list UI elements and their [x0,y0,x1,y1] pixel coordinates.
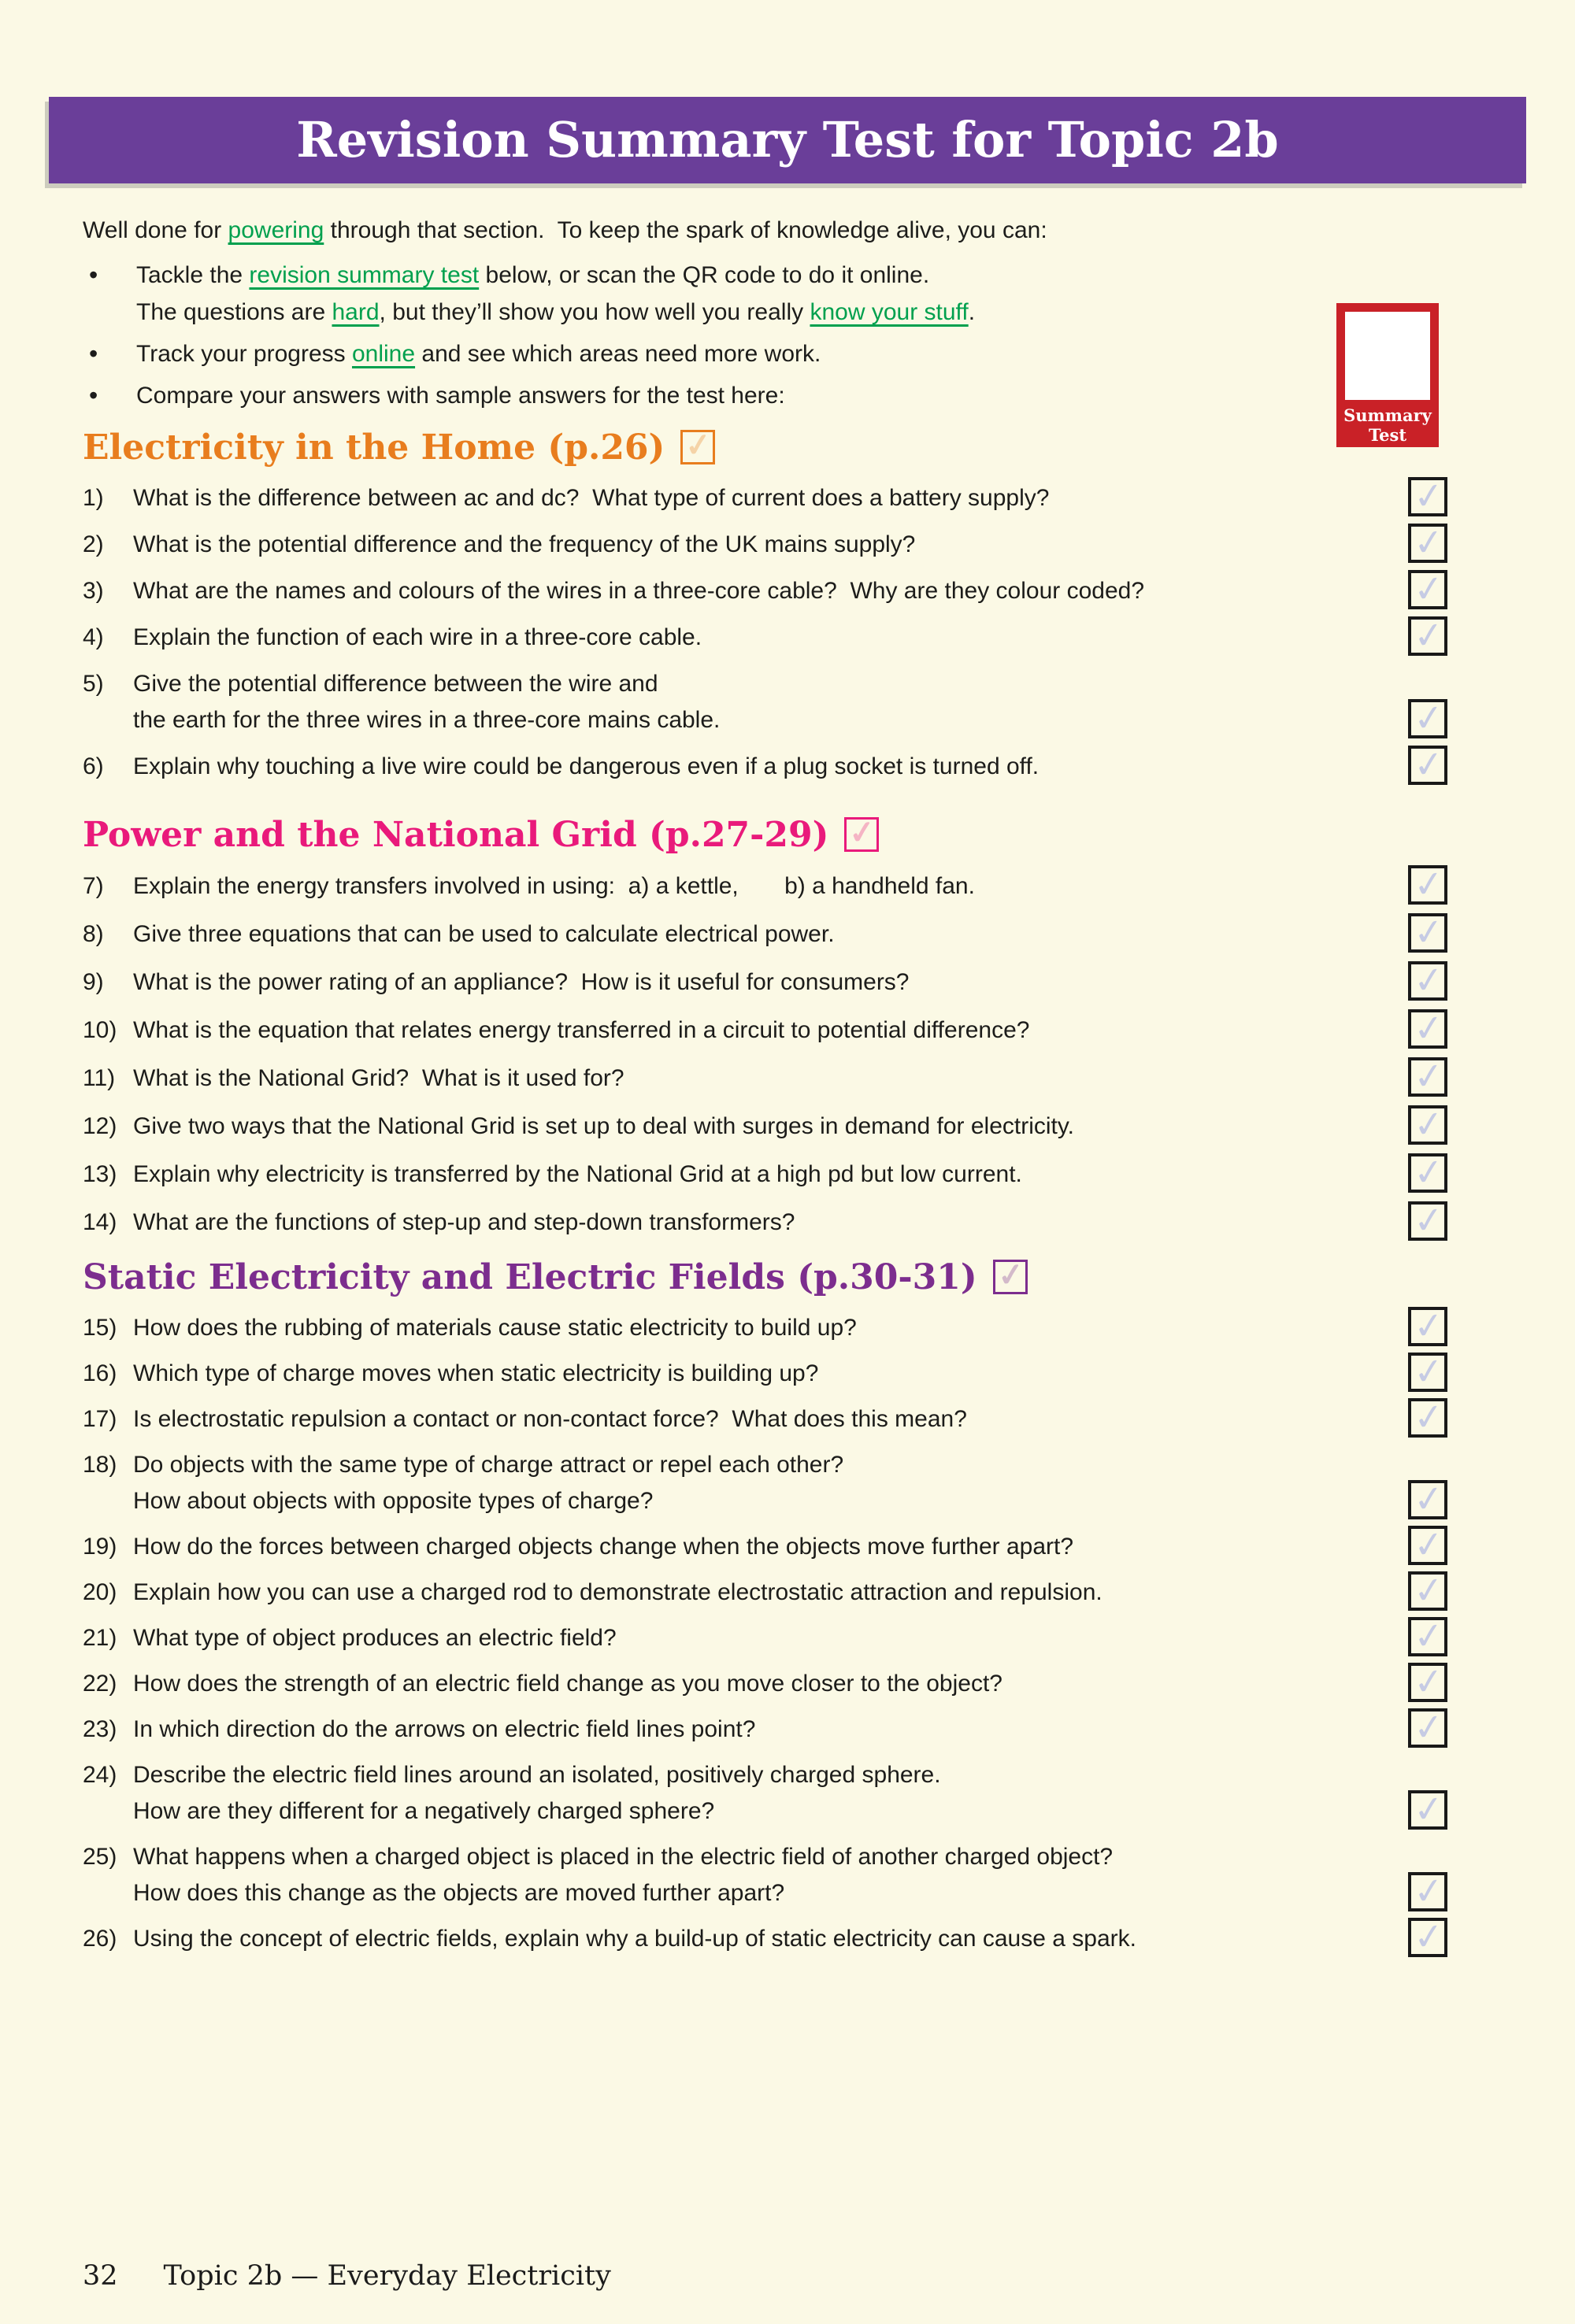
question-row [83,1199,1447,1247]
question-text [133,1108,1393,1145]
text-run: below, or scan the QR code to do it online. [479,262,930,288]
question-row [83,1615,1447,1661]
question-text [133,1757,1393,1830]
checkmark-icon: ✓ [847,812,878,853]
answer-checkbox[interactable] [1408,1786,1447,1831]
text-run: through that section. To keep the spark of knowledge alive, you can: [324,217,1047,243]
question-text [133,1529,1393,1565]
question-text [133,480,1393,516]
answer-checkbox[interactable] [1408,1868,1447,1913]
question-row [83,612,1447,661]
question-line: In which direction do the arrows on electric field lines point? [133,1716,756,1742]
question-text [133,1205,1393,1241]
question-line: Give two ways that the National Grid is set up to deal with surges in demand for electricity. [133,1113,1074,1139]
question-line: What happens when a charged object is placed in the electric field of another charged object? [133,1844,1114,1870]
page-title: Revision Summary Test for Topic 2b [296,111,1279,168]
section-checkbox[interactable] [993,1255,1028,1295]
checkmark-icon: ✓ [683,425,714,465]
inline-link[interactable]: revision summary test [249,262,480,288]
checkmark-icon: ✓ [1411,1053,1447,1098]
question-line: How does the strength of an electric field change as you move closer to the object? [133,1671,1002,1697]
summary-test-qr-badge[interactable] [1336,303,1439,447]
checkmark-icon: ✓ [1411,566,1447,611]
intro-bullet-list [83,257,1311,414]
answer-checkbox[interactable] [1408,473,1447,518]
answer-checkbox[interactable] [1408,1149,1447,1194]
answer-checkbox[interactable] [1408,957,1447,1002]
question-row [83,661,1447,744]
question-line: How does the rubbing of materials cause static electricity to build up? [133,1315,857,1341]
question-line: What is the National Grid? What is it used for? [133,1065,624,1091]
question-row [83,1567,1447,1615]
answer-checkbox[interactable] [1408,1303,1447,1348]
intro-block [83,212,1311,414]
question-line: Is electrostatic repulsion a contact or non-contact force? What does this mean? [133,1406,967,1432]
question-row [83,959,1447,1007]
question-line: Using the concept of electric fields, explain why a build-up of static electricity can cause a spark. [133,1926,1136,1952]
question-line: Give the potential difference between the wire and [133,671,658,697]
question-text [133,1921,1393,1957]
question-text [133,1447,1393,1519]
question-section [83,427,1447,790]
question-line: What are the names and colours of the wires in a three-core cable? Why are they colour coded? [133,578,1145,604]
checkmark-icon: ✓ [1411,612,1447,657]
question-row [83,1103,1447,1151]
checkmark-icon: ✓ [1411,1149,1447,1194]
footer-page-number: 32 [83,2260,118,2292]
inline-link[interactable]: online [351,341,416,367]
question-line: What is the potential difference and the frequency of the UK mains supply? [133,531,916,557]
question-number: 25) [83,1844,117,1870]
answer-checkbox[interactable] [1408,1476,1447,1521]
question-row [83,1661,1447,1707]
checkmark-icon: ✓ [1411,1704,1447,1749]
question-number: 18) [83,1452,117,1478]
question-row [83,1007,1447,1055]
question-line: Explain why electricity is transferred by the National Grid at a high pd but low current. [133,1161,1022,1187]
checkmark-icon: ✓ [1411,957,1447,1002]
question-number: 5) [83,671,104,697]
question-line: How does this change as the objects are moved further apart? [133,1880,785,1906]
checkmark-icon: ✓ [1411,1005,1447,1050]
question-number: 14) [83,1209,117,1235]
question-number: 17) [83,1406,117,1432]
question-text [133,1712,1393,1748]
question-number: 3) [83,578,104,604]
question-row [83,744,1447,790]
section-heading [83,814,1447,855]
question-number: 1) [83,485,104,511]
answer-checkbox[interactable] [1408,1613,1447,1658]
answer-checkbox[interactable] [1408,695,1447,740]
checkmark-icon: ✓ [1411,695,1447,740]
checkmark-icon: ✓ [1411,1394,1447,1439]
question-text [133,573,1393,609]
intro-lead [83,212,1311,249]
text-run: Well done for [83,217,228,243]
footer-topic-label: Topic 2b — Everyday Electricity [163,2260,611,2292]
question-row [83,1834,1447,1916]
question-text [133,1156,1393,1193]
intro-bullet [83,377,1311,414]
checkmark-icon: ✓ [1411,520,1447,564]
qr-code-area [1345,312,1430,400]
intro-bullet [83,335,1311,372]
question-text [133,1666,1393,1702]
question-line: What is the equation that relates energy transferred in a circuit to potential difference? [133,1017,1030,1043]
text-run: The questions are [136,299,332,325]
question-number: 11) [83,1065,116,1091]
checkmark-icon: ✓ [1411,1567,1447,1612]
question-number: 7) [83,873,104,899]
checkmark-icon: ✓ [1411,1101,1447,1146]
answer-checkbox[interactable] [1408,1522,1447,1567]
question-number: 9) [83,969,104,995]
question-row [83,863,1447,911]
question-line: Describe the electric field lines around an isolated, positively charged sphere. [133,1762,941,1788]
answer-checkbox[interactable] [1408,1349,1447,1393]
question-row [83,1752,1447,1834]
qr-label-line1: Summary [1343,405,1432,425]
inline-link[interactable]: powering [228,217,324,243]
answer-checkbox[interactable] [1408,742,1447,786]
question-line: the earth for the three wires in a three-core mains cable. [133,707,721,733]
checkmark-icon: ✓ [1411,1914,1447,1959]
question-line: How do the forces between charged objects change when the objects move further apart? [133,1534,1074,1560]
checkmark-icon: ✓ [1411,1349,1447,1393]
checkmark-icon: ✓ [1411,1613,1447,1658]
question-line: How about objects with opposite types of charge? [133,1488,654,1514]
intro-line [136,257,1311,294]
question-line: How are they different for a negatively charged sphere? [133,1798,715,1824]
question-section [83,1256,1447,1962]
checkmark-icon: ✓ [1411,1786,1447,1831]
section-title: Static Electricity and Electric Fields (p.30-31) [83,1256,977,1297]
intro-bullet [83,257,1311,331]
question-number: 22) [83,1671,117,1697]
checkmark-icon: ✓ [1411,1197,1447,1242]
sections-container [83,427,1447,1962]
question-row [83,1055,1447,1103]
answer-checkbox[interactable] [1408,1567,1447,1612]
question-row [83,1704,1447,1752]
question-line: Which type of charge moves when static electricity is building up? [133,1360,819,1386]
question-number: 2) [83,531,104,557]
checkmark-icon: ✓ [1411,1303,1447,1348]
question-row [83,1151,1447,1199]
inline-link[interactable]: know your stuff [810,299,969,325]
bullet-body [136,257,1311,331]
question-line: Explain the energy transfers involved in using: a) a kettle, b) a handheld fan. [133,873,975,899]
question-number: 20) [83,1579,117,1605]
intro-line [136,294,1311,331]
bullet-icon: • [89,381,98,409]
answer-checkbox[interactable] [1408,1914,1447,1959]
answer-checkbox[interactable] [1408,1704,1447,1749]
answer-checkbox[interactable] [1408,566,1447,611]
question-number: 16) [83,1360,117,1386]
question-text [133,527,1393,563]
text-run: Compare your answers with sample answers for the test here: [136,383,785,409]
question-row [83,1524,1447,1570]
question-text [133,1620,1393,1656]
answer-checkbox[interactable] [1408,1394,1447,1439]
question-line: Explain how you can use a charged rod to demonstrate electrostatic attraction and repulsion. [133,1579,1102,1605]
question-row [83,522,1447,568]
section-title: Power and the National Grid (p.27-29) [83,814,829,855]
answer-checkbox[interactable] [1408,861,1447,906]
qr-label-line2: Test [1368,425,1407,445]
checkmark-icon: ✓ [1411,1868,1447,1913]
checkmark-icon: ✓ [1411,742,1447,786]
question-text [133,1310,1393,1346]
bullet-icon: • [89,261,98,289]
question-number: 23) [83,1716,117,1742]
question-number: 19) [83,1534,117,1560]
question-number: 13) [83,1161,117,1187]
question-line: Explain why touching a live wire could be dangerous even if a plug socket is turned off. [133,753,1040,779]
checkmark-icon: ✓ [995,1255,1026,1295]
question-line: Explain the function of each wire in a three-core cable. [133,624,702,650]
question-line: Do objects with the same type of charge attract or repel each other? [133,1452,844,1478]
text-run: , but they’ll show you how well you really [379,299,810,325]
section-title: Electricity in the Home (p.26) [83,427,665,468]
bullet-body [136,335,1311,372]
question-text [133,1012,1393,1049]
page-banner [49,97,1526,183]
bullet-icon: • [89,339,98,368]
text-run: . [968,299,976,325]
answer-checkbox[interactable] [1408,1005,1447,1050]
question-text [133,1401,1393,1438]
question-text [133,916,1393,953]
question-row [83,1305,1447,1351]
question-number: 24) [83,1762,117,1788]
question-number: 4) [83,624,104,650]
bullet-body [136,377,1311,414]
question-number: 15) [83,1315,117,1341]
question-row [83,911,1447,959]
question-text [133,666,1393,738]
checkmark-icon: ✓ [1411,1476,1447,1521]
question-row [83,1394,1447,1442]
question-list [83,1305,1447,1962]
question-row [83,1351,1447,1397]
answer-checkbox[interactable] [1408,520,1447,564]
question-text [133,868,1393,905]
revision-page [0,97,1575,2324]
text-run: Track your progress [136,341,352,367]
checkmark-icon: ✓ [1411,861,1447,906]
answer-checkbox[interactable] [1408,612,1447,657]
question-row [83,473,1447,522]
question-number: 26) [83,1926,117,1952]
inline-link[interactable]: hard [332,299,380,325]
section-heading [83,427,1447,468]
question-number: 12) [83,1113,117,1139]
question-text [133,964,1393,1001]
checkmark-icon: ✓ [1411,909,1447,954]
checkmark-icon: ✓ [1411,1659,1447,1704]
qr-badge-label [1336,405,1439,445]
question-line: Give three equations that can be used to calculate electrical power. [133,921,835,947]
answer-checkbox[interactable] [1408,1053,1447,1098]
question-text [133,1575,1393,1611]
question-list [83,473,1447,790]
section-checkbox[interactable] [680,425,715,465]
question-number: 10) [83,1017,117,1043]
answer-checkbox[interactable] [1408,1101,1447,1146]
question-number: 8) [83,921,104,947]
text-run: and see which areas need more work. [415,341,821,367]
checkmark-icon: ✓ [1411,473,1447,518]
question-list [83,863,1447,1247]
question-line: What is the difference between ac and dc? What type of current does a battery supply? [133,485,1050,511]
question-text [133,1356,1393,1392]
question-section [83,814,1447,1247]
question-line: What are the functions of step-up and step-down transformers? [133,1209,795,1235]
answer-checkbox[interactable] [1408,1197,1447,1242]
question-line: What is the power rating of an appliance? How is it useful for consumers? [133,969,910,995]
section-heading [83,1256,1447,1297]
question-text [133,749,1393,785]
checkmark-icon: ✓ [1411,1522,1447,1567]
question-number: 21) [83,1625,117,1651]
question-text [133,620,1393,656]
answer-checkbox[interactable] [1408,1659,1447,1704]
section-checkbox[interactable] [844,812,879,853]
question-text [133,1839,1393,1911]
page-footer [83,2260,611,2292]
question-row [83,1442,1447,1524]
question-row [83,568,1447,615]
intro-line [136,335,1311,372]
intro-line [136,377,1311,414]
question-line: What type of object produces an electric field? [133,1625,617,1651]
question-text [133,1060,1393,1097]
question-number: 6) [83,753,104,779]
answer-checkbox[interactable] [1408,909,1447,954]
question-row [83,1916,1447,1962]
text-run: Tackle the [136,262,250,288]
